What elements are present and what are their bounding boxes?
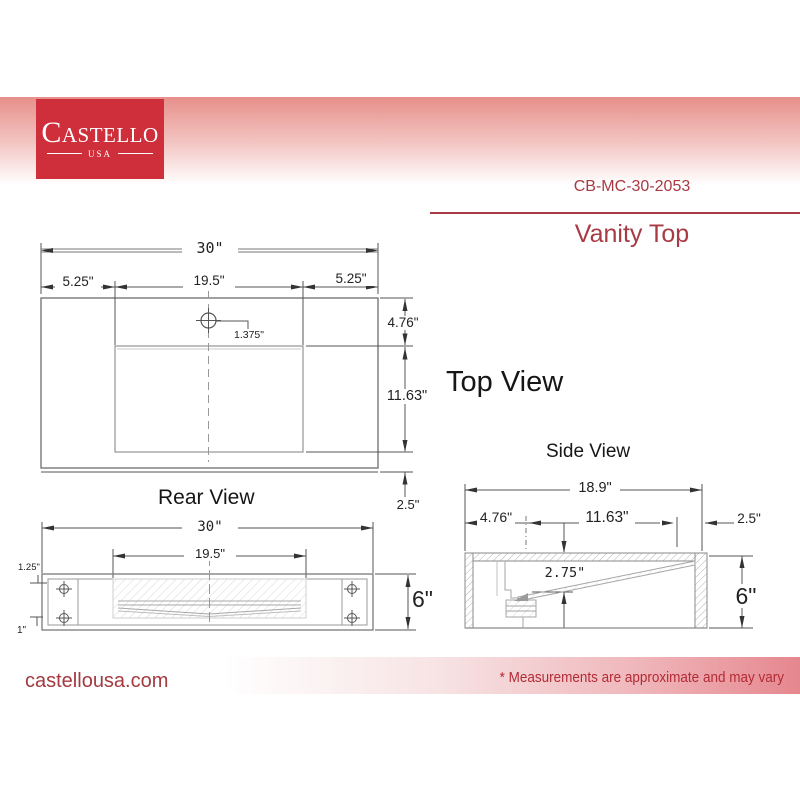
- dim-top-front-edge: 2.5": [396, 497, 420, 512]
- dim-top-cutout-width: 19.5": [183, 274, 235, 288]
- dim-side-height: 6": [731, 584, 761, 608]
- disclaimer-text: * Measurements are approximate and may vary: [499, 669, 784, 686]
- dim-top-back-to-cutout: 4.76": [381, 316, 425, 330]
- logo-usa-row: [47, 149, 153, 159]
- dim-side-bowl-depth: 2.75": [540, 566, 590, 580]
- dim-top-overall-width: 30": [182, 241, 238, 257]
- dim-rear-overall-width: 30": [182, 520, 238, 535]
- logo-rule-left: [47, 153, 82, 154]
- dim-rear-bottom-edge: 1": [17, 625, 27, 636]
- dim-rear-height: 6": [412, 586, 433, 612]
- dim-top-left-offset: 5.25": [55, 275, 101, 289]
- logo-usa-label: USA: [88, 148, 113, 159]
- logo-wordmark: [41, 115, 159, 149]
- dim-rear-cutout-width: 19.5": [184, 547, 236, 561]
- dim-side-front-segment: 2.5": [737, 511, 761, 526]
- side-view-drawing: [465, 484, 753, 628]
- rear-view-drawing: [30, 522, 416, 630]
- title-underline: [430, 212, 800, 214]
- logo-initial: C: [41, 115, 62, 149]
- logo-rest: ASTELLO: [61, 122, 159, 147]
- dim-top-right-offset: 5.25": [328, 272, 374, 286]
- castello-logo: [36, 99, 164, 179]
- rear-view-title: Rear View: [158, 486, 255, 509]
- dim-rear-top-edge: 1.25": [18, 562, 40, 573]
- website-text: castellousa.com: [25, 670, 169, 692]
- dim-side-back-segment: 4.76": [477, 510, 515, 525]
- product-name: Vanity Top: [574, 220, 690, 248]
- dim-side-middle-segment: 11.63": [579, 510, 635, 526]
- top-view-title: Top View: [446, 366, 564, 398]
- logo-rule-right: [118, 153, 153, 154]
- dim-side-overall-depth: 18.9": [570, 481, 620, 496]
- dim-top-faucet-hole: 1.375": [233, 329, 264, 341]
- product-code: CB-MC-30-2053: [573, 178, 691, 195]
- dim-top-cutout-depth: 11.63": [379, 389, 435, 404]
- side-view-title: Side View: [546, 441, 631, 462]
